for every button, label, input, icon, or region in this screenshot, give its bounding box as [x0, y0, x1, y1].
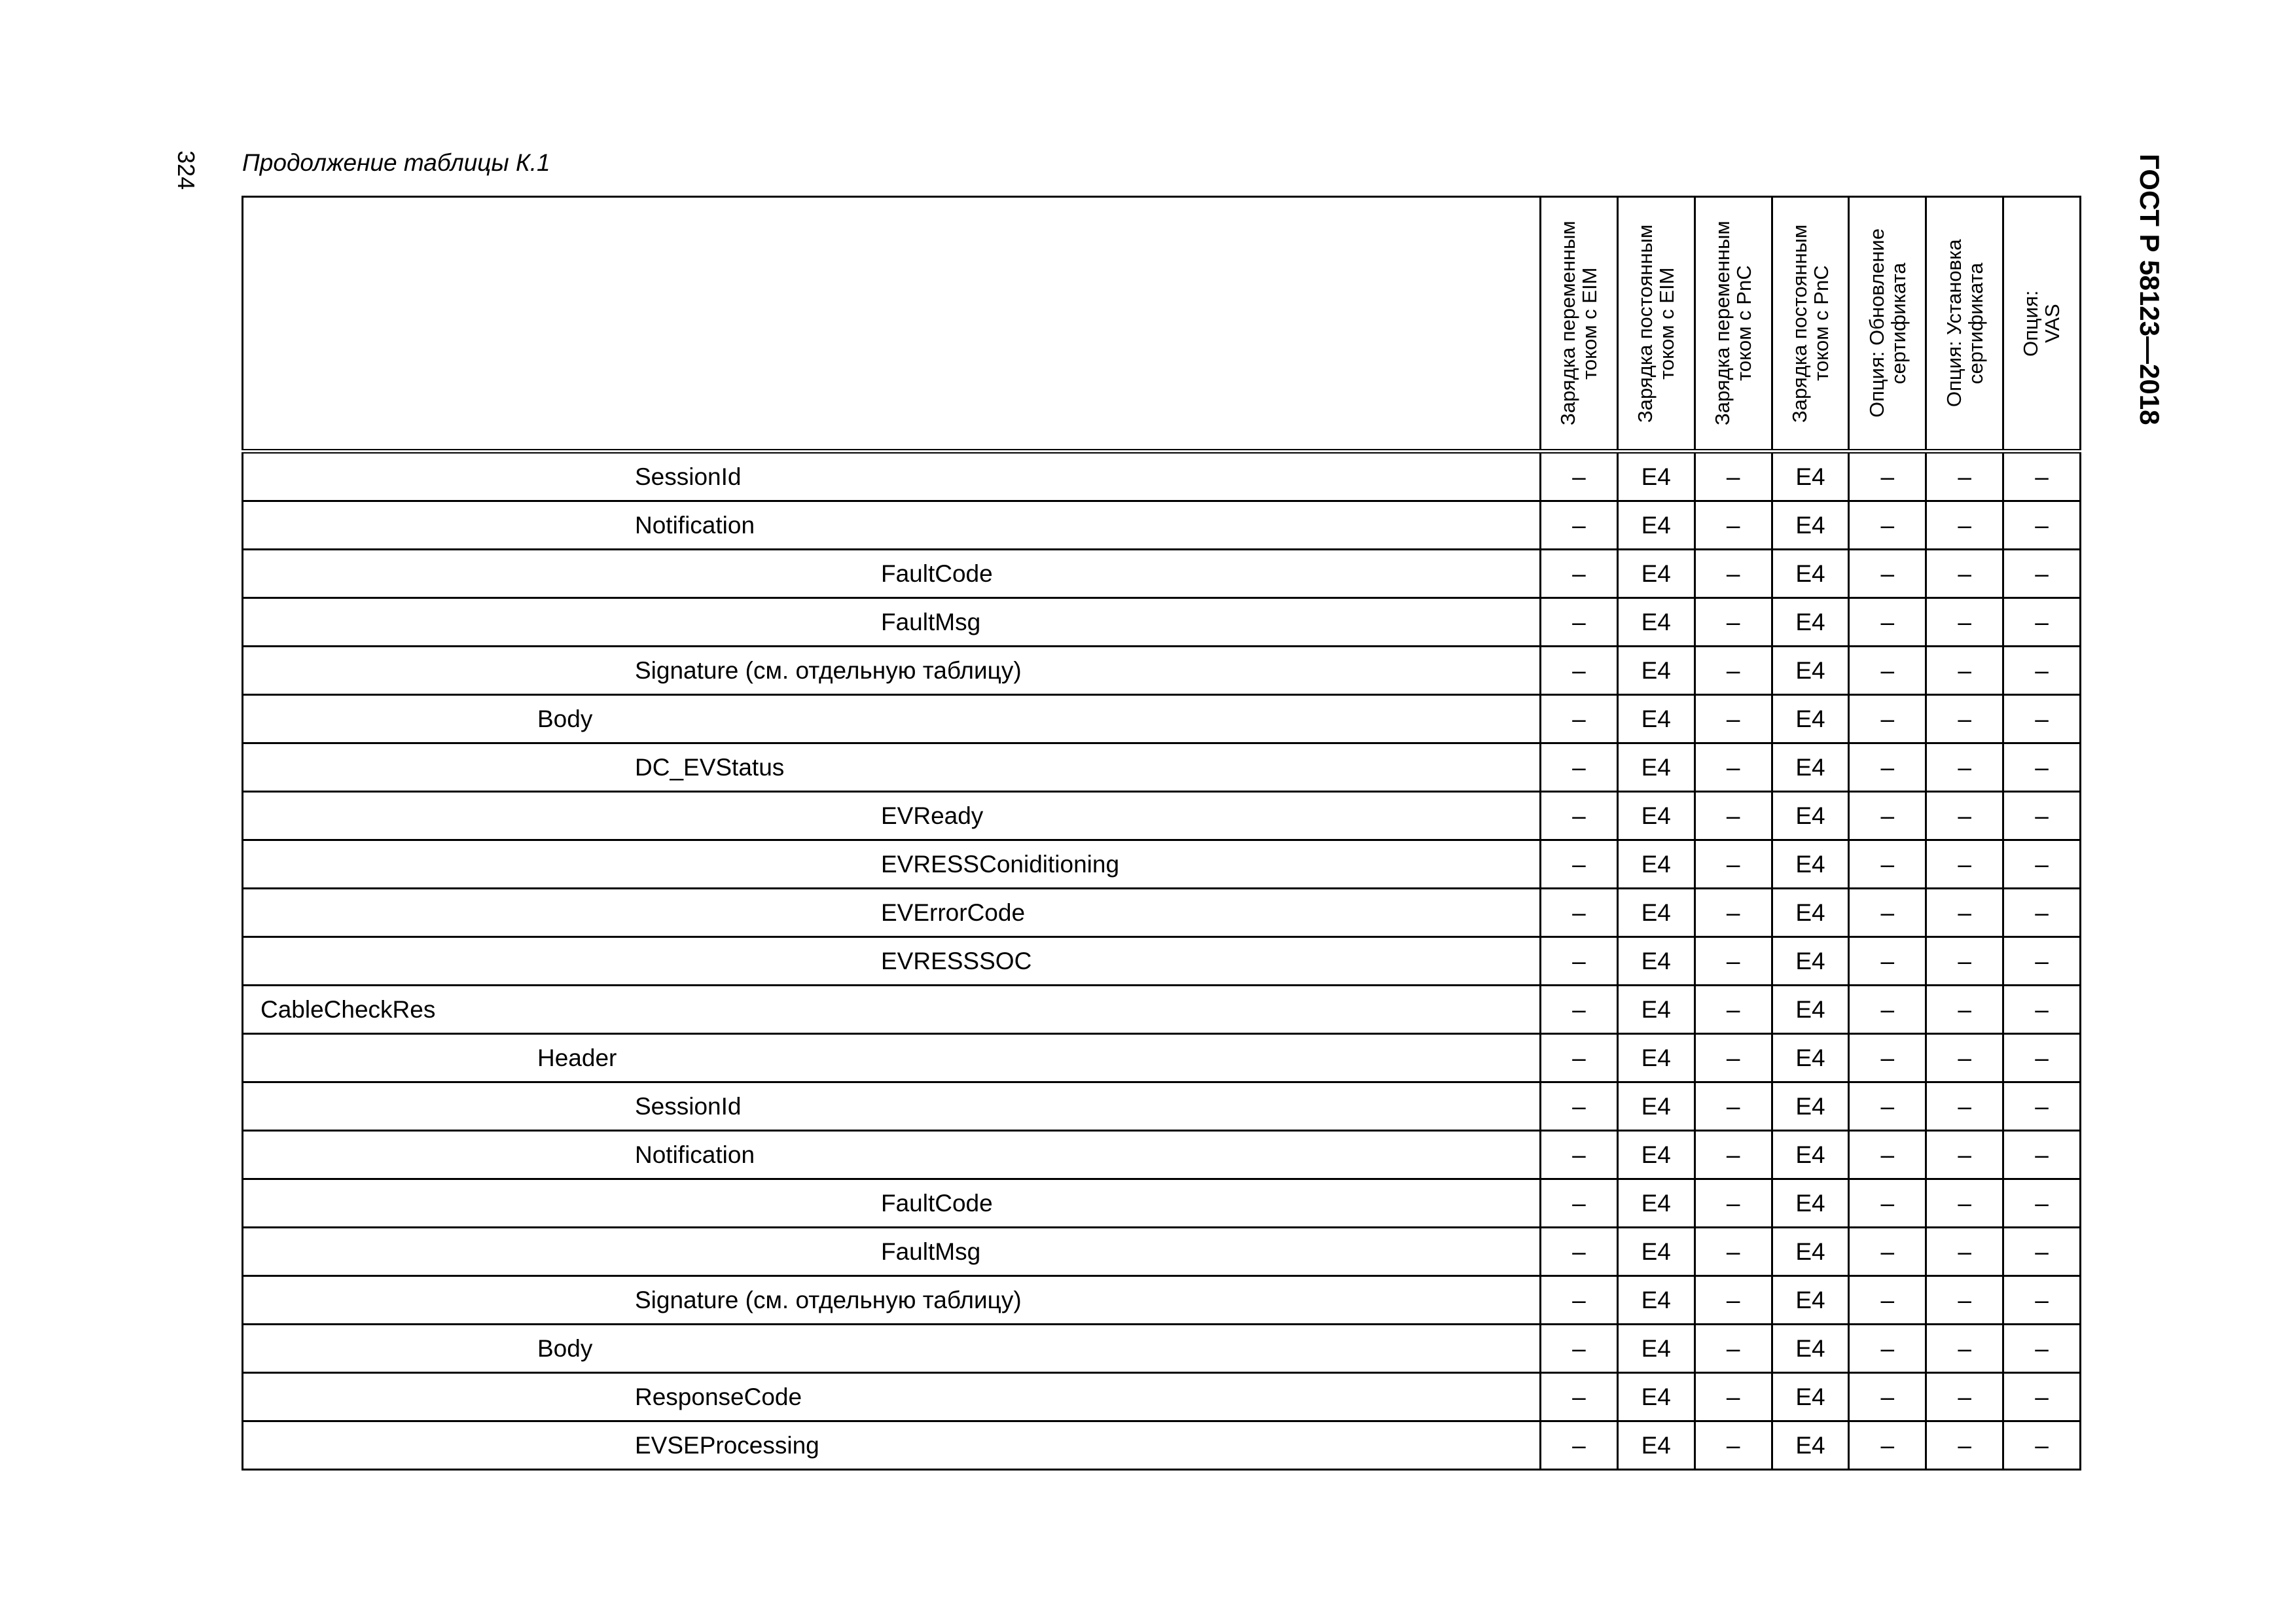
- parameter-name: EVSEProcessing: [635, 1431, 819, 1459]
- requirement-cell: –: [1695, 840, 1772, 889]
- requirement-cell: E4: [1617, 889, 1695, 937]
- parameter-name-cell: [243, 840, 1541, 889]
- message-parameters-table: [242, 196, 2081, 1471]
- requirement-cell: –: [1541, 986, 1618, 1034]
- parameter-name: Header: [537, 1044, 617, 1071]
- requirement-cell: –: [1926, 1373, 2003, 1421]
- requirement-cell: –: [1849, 1131, 1926, 1179]
- parameter-name-cell: [243, 889, 1541, 937]
- requirement-cell: E4: [1617, 1131, 1695, 1179]
- parameter-name-cell: [243, 937, 1541, 986]
- parameter-name: Notification: [635, 1141, 755, 1168]
- requirement-cell: E4: [1772, 840, 1849, 889]
- parameter-name-cell: [243, 695, 1541, 743]
- requirement-cell: –: [1849, 743, 1926, 792]
- requirement-cell: E4: [1772, 647, 1849, 695]
- requirement-cell: –: [2003, 501, 2081, 550]
- table-row: [243, 695, 2081, 743]
- table-row: [243, 743, 2081, 792]
- requirement-cell: E4: [1772, 1276, 1849, 1325]
- requirement-cell: –: [1695, 695, 1772, 743]
- header-name-cell: [243, 197, 1541, 452]
- requirement-cell: –: [1695, 792, 1772, 840]
- parameter-name-cell: [243, 792, 1541, 840]
- requirement-cell: –: [1926, 1421, 2003, 1470]
- requirement-cell: –: [1926, 1179, 2003, 1228]
- requirement-cell: E4: [1617, 550, 1695, 598]
- requirement-cell: –: [1926, 695, 2003, 743]
- requirement-cell: –: [1849, 695, 1926, 743]
- parameter-name-cell: [243, 1421, 1541, 1470]
- requirement-cell: –: [1926, 1325, 2003, 1373]
- table-row: [243, 1131, 2081, 1179]
- requirement-cell: E4: [1617, 1082, 1695, 1131]
- table-row: [243, 598, 2081, 647]
- requirement-cell: –: [2003, 1034, 2081, 1082]
- requirement-cell: –: [2003, 792, 2081, 840]
- requirement-cell: –: [1695, 889, 1772, 937]
- requirement-cell: –: [1926, 1276, 2003, 1325]
- parameter-name-cell: [243, 1276, 1541, 1325]
- table-row: [243, 1421, 2081, 1470]
- requirement-cell: –: [2003, 598, 2081, 647]
- requirement-cell: –: [1926, 598, 2003, 647]
- requirement-cell: –: [1695, 1421, 1772, 1470]
- requirement-cell: E4: [1617, 986, 1695, 1034]
- table-row: [243, 550, 2081, 598]
- requirement-cell: –: [1926, 1034, 2003, 1082]
- requirement-cell: –: [1849, 986, 1926, 1034]
- requirement-cell: –: [1849, 840, 1926, 889]
- requirement-cell: –: [1926, 840, 2003, 889]
- requirement-cell: E4: [1617, 1373, 1695, 1421]
- requirement-cell: E4: [1617, 1034, 1695, 1082]
- requirement-cell: –: [1695, 647, 1772, 695]
- table-row: [243, 452, 2081, 501]
- parameter-name-cell: [243, 550, 1541, 598]
- requirement-cell: –: [1849, 937, 1926, 986]
- requirement-cell: –: [2003, 1276, 2081, 1325]
- parameter-name-cell: [243, 1034, 1541, 1082]
- table-body: [243, 452, 2081, 1470]
- column-header-vas: Опция: VAS: [2003, 197, 2081, 452]
- requirement-cell: E4: [1772, 501, 1849, 550]
- parameter-name: FaultMsg: [881, 608, 981, 635]
- table-row: [243, 986, 2081, 1034]
- parameter-name-cell: [243, 986, 1541, 1034]
- table-row: [243, 937, 2081, 986]
- requirement-cell: –: [1541, 550, 1618, 598]
- requirement-cell: –: [2003, 840, 2081, 889]
- requirement-cell: –: [1541, 1179, 1618, 1228]
- requirement-cell: –: [1541, 889, 1618, 937]
- parameter-name-cell: [243, 1228, 1541, 1276]
- requirement-cell: –: [1695, 1034, 1772, 1082]
- requirement-cell: –: [1849, 1276, 1926, 1325]
- table-row: [243, 501, 2081, 550]
- table-row: [243, 1082, 2081, 1131]
- table-row: [243, 647, 2081, 695]
- requirement-cell: E4: [1617, 1228, 1695, 1276]
- requirement-cell: –: [1849, 1228, 1926, 1276]
- requirement-cell: E4: [1617, 1179, 1695, 1228]
- requirement-cell: –: [2003, 986, 2081, 1034]
- column-header-cert-install: Опция: Установка сертификата: [1926, 197, 2003, 452]
- requirement-cell: E4: [1617, 743, 1695, 792]
- parameter-name: EVRESSConiditioning: [881, 850, 1120, 878]
- requirement-cell: E4: [1617, 647, 1695, 695]
- requirement-cell: –: [1926, 889, 2003, 937]
- requirement-cell: –: [1926, 937, 2003, 986]
- requirement-cell: –: [1695, 1373, 1772, 1421]
- requirement-cell: –: [1541, 1276, 1618, 1325]
- requirement-cell: –: [1695, 1276, 1772, 1325]
- requirement-cell: –: [1926, 792, 2003, 840]
- requirement-cell: –: [2003, 695, 2081, 743]
- requirement-cell: –: [1926, 1228, 2003, 1276]
- requirement-cell: –: [2003, 1373, 2081, 1421]
- parameter-name: EVRESSSOC: [881, 947, 1032, 974]
- parameter-name: SessionId: [635, 463, 742, 490]
- parameter-name-cell: [243, 1325, 1541, 1373]
- parameter-name-cell: [243, 1131, 1541, 1179]
- parameter-name: Notification: [635, 511, 755, 539]
- column-header-dc-eim: Зарядка постоянным током с EIM: [1617, 197, 1695, 452]
- parameter-name: Body: [537, 705, 593, 732]
- page-number: 324: [173, 151, 200, 190]
- requirement-cell: –: [1849, 1421, 1926, 1470]
- parameter-name-cell: [243, 598, 1541, 647]
- parameter-name: DC_EVStatus: [635, 753, 785, 781]
- requirement-cell: –: [1695, 937, 1772, 986]
- requirement-cell: –: [1695, 1228, 1772, 1276]
- parameter-name: FaultCode: [881, 1189, 993, 1217]
- requirement-cell: E4: [1617, 695, 1695, 743]
- requirement-cell: –: [2003, 1325, 2081, 1373]
- requirement-cell: E4: [1617, 598, 1695, 647]
- requirement-cell: –: [1541, 792, 1618, 840]
- requirement-cell: –: [2003, 647, 2081, 695]
- requirement-cell: E4: [1617, 452, 1695, 501]
- requirement-cell: –: [1849, 1034, 1926, 1082]
- requirement-cell: E4: [1617, 1325, 1695, 1373]
- table-continuation-title: Продолжение таблицы К.1: [242, 149, 550, 176]
- requirement-cell: E4: [1772, 598, 1849, 647]
- requirement-cell: –: [1541, 1325, 1618, 1373]
- requirement-cell: –: [1849, 550, 1926, 598]
- requirement-cell: –: [1695, 986, 1772, 1034]
- column-header-cert-update: Опция: Обновление сертификата: [1849, 197, 1926, 452]
- requirement-cell: E4: [1617, 1276, 1695, 1325]
- requirement-cell: –: [2003, 1228, 2081, 1276]
- column-header-ac-eim: Зарядка переменным током с EIM: [1541, 197, 1618, 452]
- requirement-cell: –: [1849, 452, 1926, 501]
- requirement-cell: E4: [1617, 1421, 1695, 1470]
- requirement-cell: –: [1541, 598, 1618, 647]
- requirement-cell: E4: [1772, 1325, 1849, 1373]
- requirement-cell: E4: [1772, 1034, 1849, 1082]
- table-row: [243, 1034, 2081, 1082]
- parameter-name: FaultCode: [881, 560, 993, 587]
- requirement-cell: –: [2003, 937, 2081, 986]
- requirement-cell: –: [2003, 452, 2081, 501]
- table-row: [243, 1325, 2081, 1373]
- parameter-name: Signature (см. отдельную таблицу): [635, 656, 1022, 684]
- requirement-cell: –: [1695, 1082, 1772, 1131]
- requirement-cell: –: [2003, 889, 2081, 937]
- requirement-cell: E4: [1772, 695, 1849, 743]
- requirement-cell: –: [1695, 452, 1772, 501]
- requirement-cell: –: [1849, 889, 1926, 937]
- requirement-cell: –: [1849, 1179, 1926, 1228]
- requirement-cell: –: [1926, 452, 2003, 501]
- requirement-cell: –: [1849, 647, 1926, 695]
- requirement-cell: –: [1541, 1082, 1618, 1131]
- requirement-cell: E4: [1772, 937, 1849, 986]
- requirement-cell: –: [1926, 550, 2003, 598]
- requirement-cell: –: [2003, 1131, 2081, 1179]
- parameter-name: EVReady: [881, 802, 984, 829]
- requirement-cell: –: [1541, 1373, 1618, 1421]
- requirement-cell: –: [1541, 1421, 1618, 1470]
- table-row: [243, 1373, 2081, 1421]
- requirement-cell: E4: [1772, 1082, 1849, 1131]
- requirement-cell: –: [1849, 501, 1926, 550]
- requirement-cell: –: [2003, 550, 2081, 598]
- requirement-cell: –: [1541, 501, 1618, 550]
- requirement-cell: –: [1926, 743, 2003, 792]
- parameter-name: Body: [537, 1334, 593, 1362]
- parameter-name-cell: [243, 501, 1541, 550]
- requirement-cell: –: [1926, 501, 2003, 550]
- table-row: [243, 889, 2081, 937]
- requirement-cell: –: [1849, 598, 1926, 647]
- requirement-cell: E4: [1617, 501, 1695, 550]
- requirement-cell: –: [2003, 1179, 2081, 1228]
- requirement-cell: –: [1695, 1325, 1772, 1373]
- parameter-name-cell: [243, 743, 1541, 792]
- parameter-name: FaultMsg: [881, 1238, 981, 1265]
- requirement-cell: –: [1926, 986, 2003, 1034]
- requirement-cell: E4: [1772, 1179, 1849, 1228]
- requirement-cell: –: [1926, 1131, 2003, 1179]
- parameter-name-cell: [243, 1082, 1541, 1131]
- requirement-cell: E4: [1772, 743, 1849, 792]
- requirement-cell: –: [1849, 1325, 1926, 1373]
- requirement-cell: –: [2003, 1421, 2081, 1470]
- requirement-cell: E4: [1772, 792, 1849, 840]
- requirement-cell: –: [1695, 1131, 1772, 1179]
- parameter-name: ResponseCode: [635, 1383, 802, 1410]
- requirement-cell: –: [1541, 1131, 1618, 1179]
- requirement-cell: E4: [1772, 1228, 1849, 1276]
- table-row: [243, 1179, 2081, 1228]
- requirement-cell: –: [1926, 647, 2003, 695]
- requirement-cell: –: [1541, 743, 1618, 792]
- document-code: ГОСТ Р 58123—2018: [2134, 154, 2165, 425]
- requirement-cell: –: [2003, 1082, 2081, 1131]
- requirement-cell: –: [1695, 501, 1772, 550]
- parameter-name: SessionId: [635, 1092, 742, 1120]
- parameter-name-cell: [243, 452, 1541, 501]
- requirement-cell: –: [1541, 695, 1618, 743]
- requirement-cell: E4: [1617, 840, 1695, 889]
- parameter-name: CableCheckRes: [260, 995, 436, 1023]
- requirement-cell: E4: [1772, 452, 1849, 501]
- requirement-cell: –: [1849, 1373, 1926, 1421]
- requirement-cell: –: [1541, 937, 1618, 986]
- requirement-cell: E4: [1772, 550, 1849, 598]
- table-header-row: [243, 197, 2081, 452]
- column-header-dc-pnc: Зарядка постоянным током с PnC: [1772, 197, 1849, 452]
- parameter-name-cell: [243, 647, 1541, 695]
- table-row: [243, 840, 2081, 889]
- requirement-cell: –: [1541, 647, 1618, 695]
- requirement-cell: –: [1695, 550, 1772, 598]
- parameter-name: EVErrorCode: [881, 899, 1026, 926]
- requirement-cell: –: [1695, 743, 1772, 792]
- requirement-cell: –: [2003, 743, 2081, 792]
- requirement-cell: E4: [1772, 1131, 1849, 1179]
- table-row: [243, 792, 2081, 840]
- requirement-cell: –: [1849, 792, 1926, 840]
- parameter-name: Signature (см. отдельную таблицу): [635, 1286, 1022, 1313]
- table-row: [243, 1228, 2081, 1276]
- column-header-ac-pnc: Зарядка переменным током с PnC: [1695, 197, 1772, 452]
- table-row: [243, 1276, 2081, 1325]
- requirement-cell: –: [1849, 1082, 1926, 1131]
- requirement-cell: E4: [1772, 986, 1849, 1034]
- requirement-cell: –: [1926, 1082, 2003, 1131]
- requirement-cell: E4: [1772, 889, 1849, 937]
- requirement-cell: E4: [1617, 937, 1695, 986]
- requirement-cell: –: [1541, 1228, 1618, 1276]
- requirement-cell: –: [1695, 598, 1772, 647]
- parameter-name-cell: [243, 1373, 1541, 1421]
- requirement-cell: –: [1695, 1179, 1772, 1228]
- requirement-cell: –: [1541, 840, 1618, 889]
- parameter-name-cell: [243, 1179, 1541, 1228]
- requirement-cell: E4: [1772, 1421, 1849, 1470]
- requirement-cell: E4: [1772, 1373, 1849, 1421]
- requirement-cell: –: [1541, 1034, 1618, 1082]
- requirement-cell: –: [1541, 452, 1618, 501]
- requirement-cell: E4: [1617, 792, 1695, 840]
